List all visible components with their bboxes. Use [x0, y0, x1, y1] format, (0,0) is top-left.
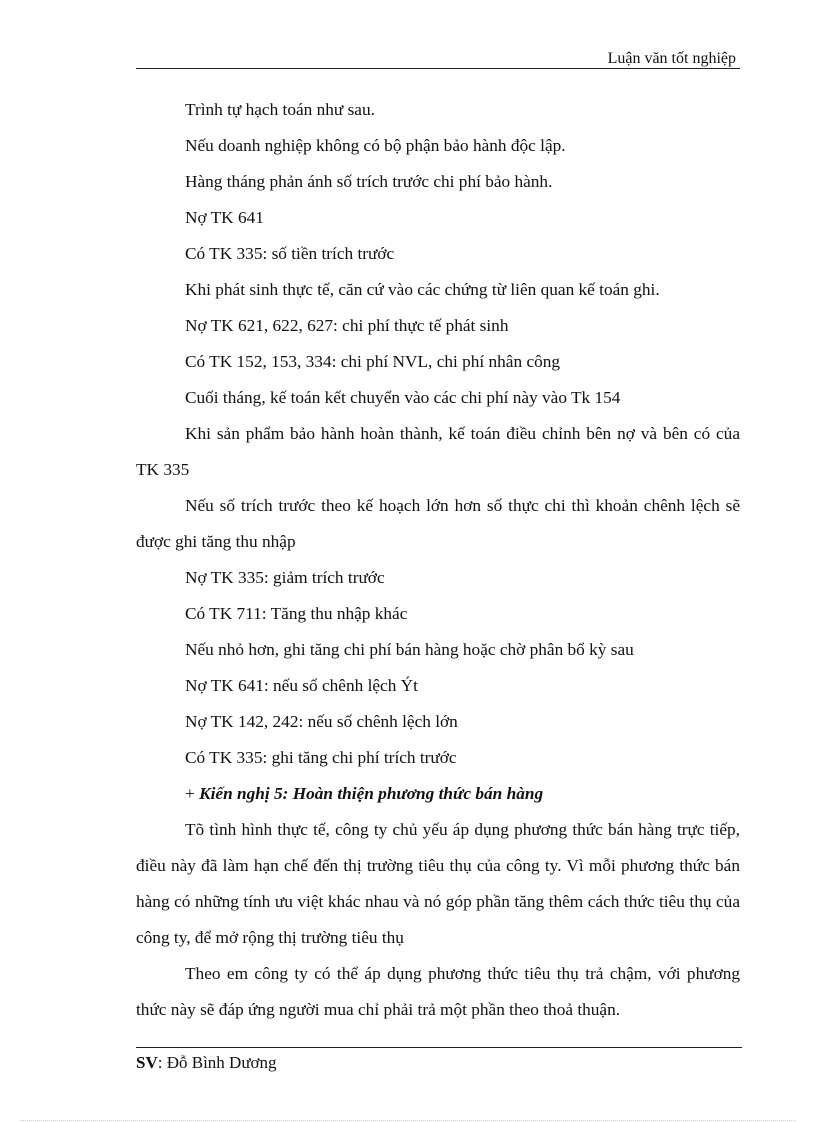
text-line: Nợ TK 621, 622, 627: chi phí thực tế phát sinh [185, 316, 509, 335]
text-line: Nếu doanh nghiệp không có bộ phận bảo hành độc lập. [185, 136, 566, 155]
paragraph: Tõ tình hình thực tế, công ty chủ yếu áp dụng phương thức bán hàng trực tiếp, điều này đã làm hạn chế đến thị trường tiêu thụ của công ty. Vì mỗi phương thức bán hàng có những tính ưu việt khác nhau và nó góp phần tăng thêm cách thức tiêu thụ của công ty, để mở rộng thị trường tiêu thụ [136, 820, 740, 947]
text-line: Khi phát sinh thực tế, căn cứ vào các chứng từ liên quan kế toán ghi. [185, 280, 660, 299]
text-line: Trình tự hạch toán như sau. [185, 100, 375, 119]
text-line: Có TK 335: số tiền trích trước [185, 244, 395, 263]
footer-author: : Đỗ Bình Dương [157, 1053, 277, 1072]
page-footer [136, 1053, 277, 1073]
page-edge [20, 1120, 796, 1121]
text-line: Nợ TK 641: nếu số chênh lệch Ýt [185, 676, 418, 695]
text-line: Có TK 152, 153, 334: chi phí NVL, chi phí nhân công [185, 352, 561, 371]
text-line: Hàng tháng phản ánh số trích trước chi phí bảo hành. [185, 172, 553, 191]
paragraph: Khi sản phẩm bảo hành hoàn thành, kế toán điều chỉnh bên nợ và bên có của TK 335 [136, 424, 740, 479]
heading-bullet: + [185, 784, 195, 803]
paragraph: Nếu số trích trước theo kế hoạch lớn hơn số thực chi thì khoản chênh lệch sẽ được ghi tăng thu nhập [136, 496, 740, 551]
text-line: Có TK 335: ghi tăng chi phí trích trước [185, 748, 457, 767]
section-heading [136, 776, 740, 812]
paragraph: Theo em công ty có thể áp dụng phương thức tiêu thụ trả chậm, với phương thức này sẽ đáp ứng người mua chỉ phải trả một phần theo thoả thuận. [136, 964, 740, 1019]
footer-divider [136, 1047, 742, 1048]
text-line: Nếu nhỏ hơn, ghi tăng chi phí bán hàng hoặc chờ phân bổ kỳ sau [185, 640, 634, 659]
page-header [136, 48, 740, 69]
heading-text: Kiến nghị 5: Hoàn thiện phương thức bán hàng [199, 784, 544, 803]
text-line: Nợ TK 142, 242: nếu số chênh lệch lớn [185, 712, 458, 731]
text-line: Cuối tháng, kế toán kết chuyển vào các chi phí này vào Tk 154 [185, 388, 621, 407]
text-line: Nợ TK 641 [185, 208, 264, 227]
text-line: Có TK 711: Tăng thu nhập khác [185, 604, 408, 623]
page-body [136, 92, 740, 1028]
footer-label: SV [136, 1053, 158, 1072]
text-line: Nợ TK 335: giảm trích trước [185, 568, 385, 587]
header-title: Luận văn tốt nghiệp [607, 50, 736, 67]
